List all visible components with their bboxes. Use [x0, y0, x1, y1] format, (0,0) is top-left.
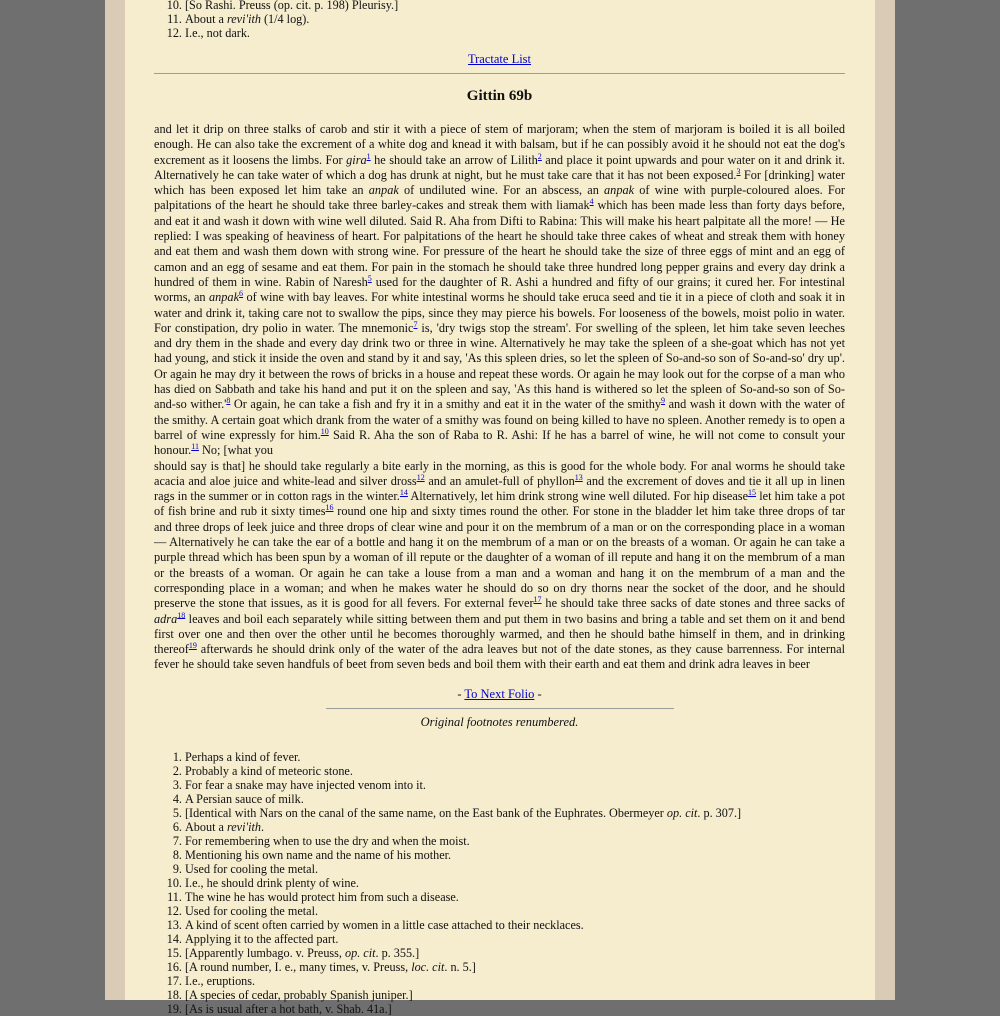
- footnote-text-end: . p. 355.]: [375, 945, 420, 960]
- footnote-ref-link[interactable]: 16: [325, 503, 334, 513]
- text-run: of undiluted wine. For an abscess, an: [398, 183, 605, 198]
- footnote-ref-link[interactable]: 4: [589, 197, 594, 207]
- tractate-link-row: [154, 52, 845, 67]
- text-run: Said R. Aha the son of Raba to R. Ashi: If he has a barrel of wine, he will not come to consult your honour.: [154, 427, 845, 458]
- footnote-ref: [417, 473, 425, 482]
- italic-term: anpak: [604, 183, 635, 198]
- italic-term: gira: [346, 152, 367, 167]
- footnote-item: [185, 960, 845, 974]
- footnote-ref-link[interactable]: 12: [416, 472, 425, 482]
- divider: [154, 73, 845, 74]
- footnote-text: The wine he has would protect him from such a disease.: [185, 889, 459, 904]
- text-run: and let it drip on three stalks of carob and stir it with a piece of stem of marjoram; when the stem of marjoram is boiled it is all boiled enough. He can also take the excrement of a white dog and knead it with balsam, but if he can possibly avoid it he should not eat the dog's excrement as it loosens the limbs. For: [154, 122, 845, 167]
- footnote-ref-link[interactable]: 1: [366, 151, 371, 161]
- text-run: round one hip and sixty times round the other. For stone in the bladder let him take three drops of tar and three drops of leek juice and three drops of clear wine and pour it on the membrum of a man or on the corresponding place in a woman — Alternatively he can take the ear of a bottle and hang it on the membrum of a man or on the breasts of a woman. Or again he can take a purple thread which has been spun by a woman of ill repute or the daughter of a woman of ill repute and hang it on the membrum of a man or the breasts of a woman. Or again he can take a louse from a man and a woman and hang it on the membrum of a man and the corresponding place in a woman; and when he makes water he should do so on dry thorns near the socket of the door, and he should preserve the stone that issues, as it is good for all fevers. For external fever: [154, 504, 845, 611]
- footnote-item: [185, 834, 845, 848]
- footnote-ref-link[interactable]: 15: [748, 488, 757, 498]
- footnote-ref-link[interactable]: 18: [177, 610, 186, 620]
- text-run: No; [what you: [198, 443, 274, 458]
- text-run: Or again, he can take a fish and fry it in a smithy and eat it in the water of the smithy: [230, 397, 662, 412]
- text-run: is, 'dry twigs stop the stream'. For swelling of the spleen, let him take seven leeches and dry them in the shade and every day drink two or three in wine. Alternatively he may take the spleen of a she-goat which has not yet had young, and stick it inside the oven and stand by it and say, 'As this spleen dries, so let the spleen of So-and-so son of So-and-so' dry up'. Or again he may dry it between the rows of bricks in a house and repeat these words. Or again he may look out for the corpse of a man who has died on Sabbath and take his hand and put it on the spleen and say, 'As this hand is withered so let the spleen of So-and-so son of So-and-so wither.': [154, 320, 845, 412]
- footnote-text: Applying it to the affected part.: [185, 931, 339, 946]
- footnote-ref-link[interactable]: 7: [413, 319, 418, 329]
- footnote-text: Used for cooling the metal.: [185, 861, 319, 876]
- footnote-text: About a: [185, 819, 227, 834]
- footnote-item: [185, 0, 845, 12]
- footnote-text: [Identical with Nars on the canal of the same name, on the East bank of the Euphrates. Obermeyer: [185, 805, 667, 820]
- footnote-item: [185, 12, 845, 26]
- footnote-emphasis: loc. cit: [411, 959, 445, 974]
- footnote-text: [As is usual after a hot bath, v. Shab. 41a.]: [185, 1001, 392, 1016]
- footnote-ref: [400, 488, 408, 497]
- footnote-text-end: . n. 5.]: [444, 959, 476, 974]
- footnote-ref: [191, 442, 199, 451]
- footnote-emphasis: revi'ith: [226, 819, 261, 834]
- footnote-ref-link[interactable]: 6: [239, 289, 244, 299]
- footnote-item: [185, 890, 845, 904]
- footnote-ref-link[interactable]: 9: [661, 396, 666, 406]
- footnote-ref: [748, 488, 756, 497]
- footnote-ref: [189, 641, 197, 650]
- footnote-item: [185, 946, 845, 960]
- italic-term: anpak: [368, 183, 399, 198]
- footnote-item: [185, 876, 845, 890]
- text-run: afterwards he should drink only of the water of the adra leaves but not of the date stones, as they cause barrenness. For internal fever he should take seven handfuls of beet from seven beds and boil them with their earth and eat them and drink adra leaves in beer: [154, 642, 845, 672]
- footnote-ref-link[interactable]: 13: [574, 472, 583, 482]
- footnote-text: [A species of cedar, probably Spanish juniper.]: [185, 987, 413, 1002]
- text-run: he should take three sacks of date stones and three sacks of: [541, 596, 846, 611]
- footnote-text: Perhaps a kind of fever.: [185, 749, 301, 764]
- footnotes-list: [154, 750, 845, 1016]
- footnote-text-end: .: [260, 819, 264, 834]
- previous-footnotes-list: [154, 0, 845, 40]
- footnote-text: Probably a kind of meteoric stone.: [185, 763, 353, 778]
- footnote-text: I.e., he should drink plenty of wine.: [185, 875, 359, 890]
- footnote-emphasis: op. cit: [666, 805, 698, 820]
- page-frame: [105, 0, 895, 1016]
- text-run: he should take an arrow of Lilith: [370, 152, 538, 167]
- footnote-text: [A round number, I. e., many times, v. Preuss,: [185, 959, 412, 974]
- footnote-text: For fear a snake may have injected venom into it.: [185, 777, 426, 792]
- text-run: For [drinking] water which has been exposed let him take an: [154, 167, 845, 198]
- footnote-ref-link[interactable]: 2: [537, 151, 542, 161]
- footnote-text: Mentioning his own name and the name of his mother.: [185, 847, 452, 862]
- footnotes-caption: Original footnotes renumbered.: [420, 714, 579, 729]
- footnote-ref: [575, 473, 583, 482]
- footnote-ref-link[interactable]: 3: [736, 166, 741, 176]
- footnote-text: [Apparently lumbago. v. Preuss,: [185, 945, 345, 960]
- footnote-item: [185, 764, 845, 778]
- footnote-text: For remembering when to use the dry and when the moist.: [185, 833, 470, 848]
- footnote-ref-link[interactable]: 19: [188, 641, 197, 650]
- talmud-text: [154, 122, 845, 673]
- footnote-text: About a: [185, 12, 227, 26]
- document-page: [125, 0, 875, 1016]
- next-suffix: -: [534, 686, 542, 701]
- italic-term: anpak: [208, 290, 240, 305]
- text-run: should say is that] he should take regularly a bite early in the morning, as this is good for the whole body. For anal worms he should take acacia and aloe juice and white-lead and silver dross: [154, 458, 845, 488]
- footnote-text: A Persian sauce of milk.: [185, 791, 304, 806]
- footnote-emphasis: op. cit: [345, 945, 376, 960]
- text-run: and place it point upwards and pour water on it and drink it. Alternatively he can take water of which a dog has drunk at night, but he must take care that it has not been exposed.: [154, 152, 845, 182]
- footnote-text-end: . p. 307.]: [697, 805, 742, 820]
- footnote-text: [So Rashi. Preuss (op. cit. p. 198) Pleurisy.]: [185, 0, 399, 12]
- next-folio-link[interactable]: To Next Folio: [464, 686, 535, 701]
- text-run: Alternatively, let him drink strong wine well diluted. For hip disease: [407, 489, 749, 504]
- footnote-ref: [534, 595, 542, 604]
- footnote-item: [185, 792, 845, 806]
- footnote-item: [185, 848, 845, 862]
- footnote-item: [185, 806, 845, 820]
- footnote-item: [185, 778, 845, 792]
- footnote-item: [185, 26, 845, 40]
- text-run: of wine with purple-coloured aloes. For palpitations of the heart he should take three barley-cakes and streak them with liamak: [154, 183, 845, 213]
- page-title: Gittin 69b: [466, 88, 533, 104]
- italic-term: adra: [154, 611, 178, 626]
- text-run: which has been made less than forty days before, and eat it and wash it down with wine well diluted. Said R. Aha from Difti to Rabina: This will make his heart palpitate all the more! — He replied: I was speaking of heaviness of heart. For palpitations of the heart he should take three cakes of wheat and streak them with honey and eat them and wash them down with strong wine. For pressure of the heart he should take the size of three eggs of mint and an egg of camon and an egg of sesame and eat them. For pain in the stomach he should take three hundred long pepper grains and every day drink a hundred of them in wine. Rabin of Naresh: [154, 198, 845, 289]
- text-run: let him take a pot of fish brine and rub it sixty times: [154, 489, 845, 519]
- footnote-ref-link[interactable]: 17: [533, 595, 542, 605]
- footnote-emphasis: revi'ith: [226, 12, 261, 26]
- footnote-text: I.e., not dark.: [185, 26, 250, 40]
- footnote-item: [185, 750, 845, 764]
- next-prefix: -: [457, 686, 465, 701]
- footnote-ref-link[interactable]: 11: [191, 442, 199, 452]
- footnotes-divider: [326, 708, 674, 709]
- footnote-item: [185, 988, 845, 1002]
- text-run: leaves and boil each separately while sitting between them and put them in two basins and bring a table and set them on it and bend first over one and then over the other until he becomes thoroughly warmed, and then he should bathe himself in them, and in drinking thereof: [154, 611, 845, 657]
- footnote-ref: [326, 503, 334, 512]
- footnote-text: A kind of scent often carried by women in a little case attached to their necklaces.: [185, 917, 584, 932]
- text-run: and the excrement of doves and tie it all up in linen rags in the summer or in cotton rags in the winter.: [154, 473, 845, 504]
- text-run: and an amulet-full of phyllon: [424, 473, 575, 488]
- footnote-item: [185, 862, 845, 876]
- footnote-text-end: (1/4 log).: [260, 12, 310, 26]
- footnote-ref-link[interactable]: 5: [367, 273, 372, 283]
- footnote-item: [185, 918, 845, 932]
- footnote-item: [185, 820, 845, 834]
- footnote-ref-link[interactable]: 8: [226, 396, 231, 406]
- text-run: of wine with bay leaves. For white intestinal worms he should take eruca seed and tie it in a piece of cloth and soak it in water and drink it, taking care not to swallow the pips, since they may pierce his bowels. For looseness of the bowels, moist polio in water. For constipation, dry polio in water. The mnemonic: [154, 290, 845, 335]
- footnote-item: [185, 904, 845, 918]
- text-run: and wash it down with the water of the smithy. A certain goat which drank from the water of a smithy was found on being killed to have no spleen. Another remedy is to open a barrel of wine expressly for him.: [154, 397, 845, 442]
- footnote-item: [185, 974, 845, 988]
- text-run: used for the daughter of R. Ashi a hundred and fifty of our grains; it cured her. For intestinal worms, an: [154, 274, 845, 305]
- footnote-text: Used for cooling the metal.: [185, 903, 319, 918]
- footnote-ref-link[interactable]: 10: [320, 426, 329, 436]
- next-folio-row: [154, 687, 845, 702]
- footnote-ref: [321, 427, 329, 436]
- footnote-ref-link[interactable]: 14: [399, 488, 408, 498]
- tractate-list-link[interactable]: Tractate List: [467, 52, 532, 66]
- footnote-text: I.e., eruptions.: [185, 973, 256, 988]
- footnote-item: [185, 1002, 845, 1016]
- footnote-item: [185, 932, 845, 946]
